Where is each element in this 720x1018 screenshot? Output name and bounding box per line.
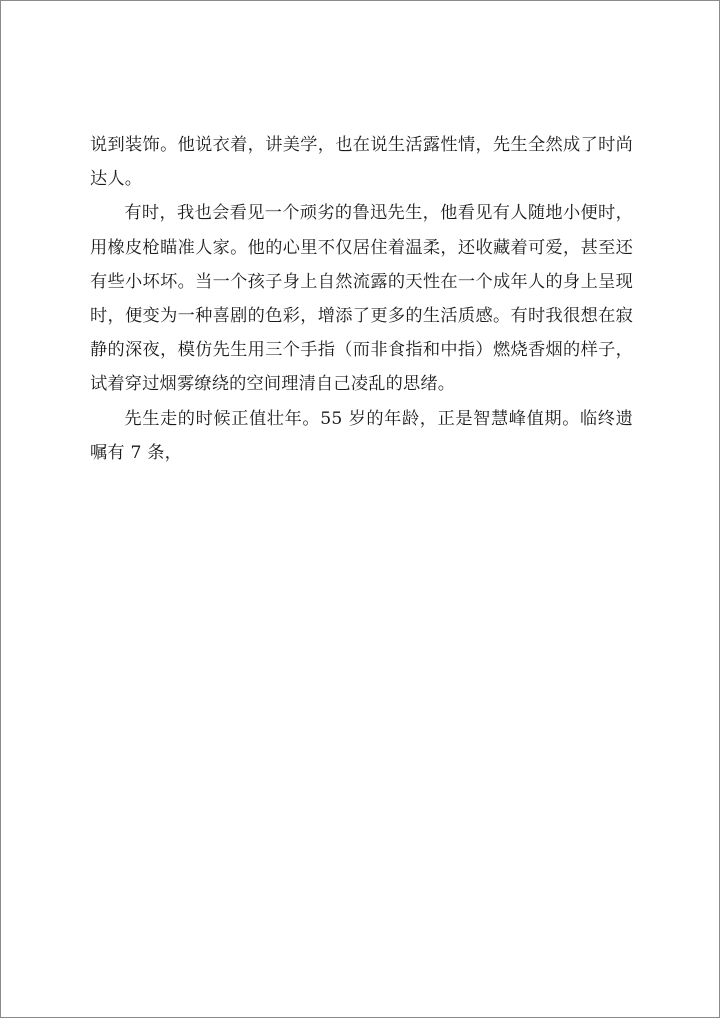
- paragraph-2: 有时，我也会看见一个顽劣的鲁迅先生，他看见有人随地小便时，用橡皮枪瞄准人家。他的心里不仅居住着温柔，还收藏着可爱，甚至还有些小坏坏。当一个孩子身上自然流露的天性在一个成年人的身上呈现时，便变为一种喜剧的色彩，增添了更多的生活质感。有时我很想在寂静的深夜，模仿先生用三个手指（而非食指和中指）燃烧香烟的样子，试着穿过烟雾缭绕的空间理清自己凌乱的思绪。: [90, 203, 633, 395]
- paragraph-3: 先生走的时候正值壮年。55 岁的年龄，正是智慧峰值期。临终遗嘱有 7 条，: [90, 408, 633, 463]
- paragraph-1: 说到装饰。他说衣着，讲美学，也在说生活露性情，先生全然成了时尚达人。: [90, 135, 633, 190]
- document-body: [90, 128, 633, 470]
